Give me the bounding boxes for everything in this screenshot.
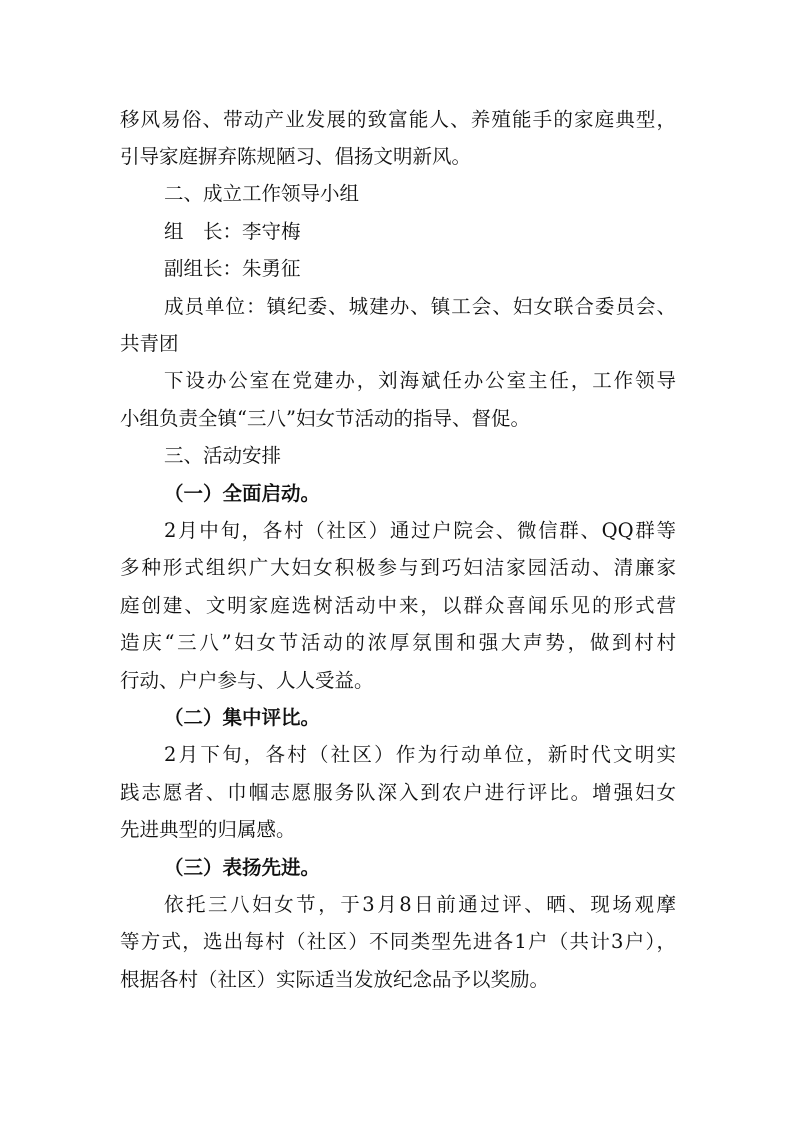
- body-text-line: 组 长：李守梅: [164, 220, 301, 243]
- section-heading: 三、活动安排: [164, 444, 282, 467]
- body-text-line: 庭创建、文明家庭选树活动中来，以群众喜闻乐见的形式营: [120, 594, 676, 617]
- body-text-line: 共青团: [120, 332, 179, 355]
- body-text-line: 多种形式组织广大妇女积极参与到巧妇洁家园活动、清廉家: [120, 556, 676, 579]
- body-text-line: 根据各村（社区）实际适当发放纪念品予以奖励。: [120, 968, 550, 991]
- body-text-line: 副组长：朱勇征: [164, 257, 301, 280]
- subsection-heading: （三）表扬先进。: [164, 856, 321, 879]
- body-text-line: 行动、户户参与、人人受益。: [120, 669, 374, 692]
- section-heading: 二、成立工作领导小组: [164, 182, 360, 205]
- body-text-line: 引导家庭摒弃陈规陋习、倡扬文明新风。: [120, 145, 472, 168]
- body-text-line: 依托三八妇女节，于3月8日前通过评、晒、现场观摩: [164, 893, 676, 916]
- body-text-line: 2月中旬，各村（社区）通过户院会、微信群、QQ群等: [164, 519, 676, 542]
- body-text-line: 先进典型的归属感。: [120, 818, 296, 841]
- body-text-line: 2月下旬，各村（社区）作为行动单位，新时代文明实: [164, 743, 676, 766]
- body-text-line: 小组负责全镇“三八”妇女节活动的指导、督促。: [120, 407, 530, 430]
- body-text-line: 成员单位：镇纪委、城建办、镇工会、妇女联合委员会、: [164, 295, 676, 318]
- body-text-line: 移风易俗、带动产业发展的致富能人、养殖能手的家庭典型，: [120, 108, 676, 131]
- subsection-heading: （二）集中评比。: [164, 706, 321, 729]
- body-text-line: 下设办公室在党建办，刘海斌任办公室主任，工作领导: [164, 369, 676, 392]
- subsection-heading: （一）全面启动。: [164, 482, 321, 505]
- body-text-line: 践志愿者、巾帼志愿服务队深入到农户进行评比。增强妇女: [120, 781, 676, 804]
- body-text-line: 等方式，选出每村（社区）不同类型先进各1户（共计3户），: [120, 930, 676, 953]
- body-text-line: 造庆“三八”妇女节活动的浓厚氛围和强大声势，做到村村: [120, 631, 676, 654]
